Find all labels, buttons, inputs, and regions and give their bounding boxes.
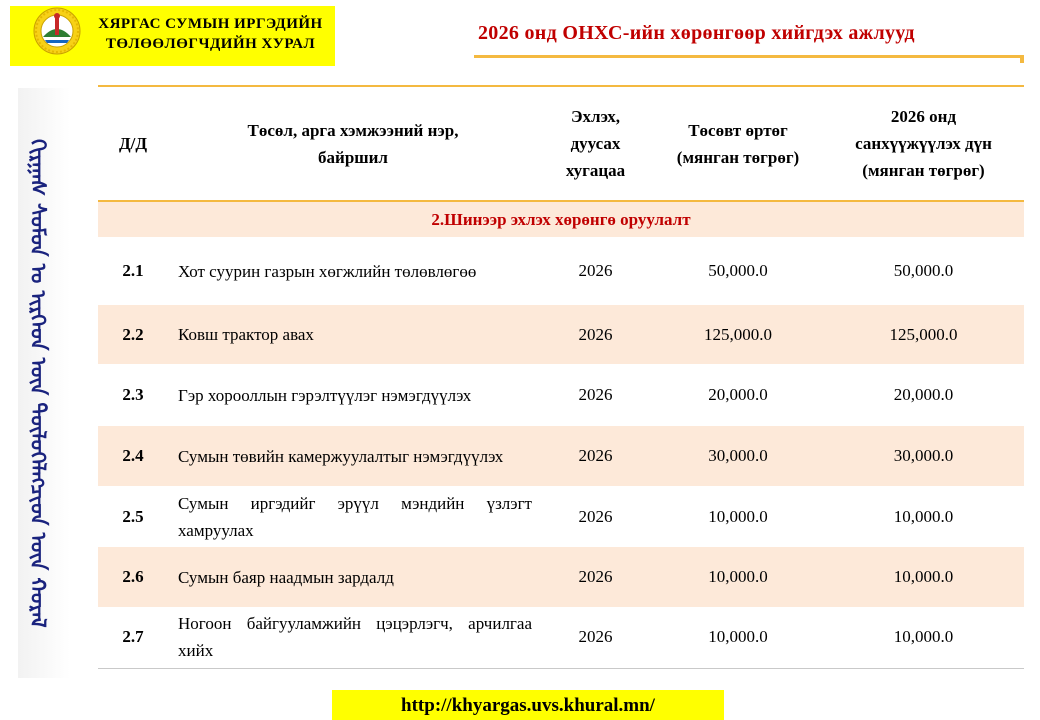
- header-period: Эхлэх, дуусах хугацаа: [565, 107, 626, 180]
- table-header-row: [98, 86, 1024, 201]
- row-year: 2026: [578, 261, 613, 280]
- row-year: 2026: [578, 567, 613, 586]
- row-year: 2026: [578, 324, 613, 344]
- row-budget: 30,000.0: [708, 446, 768, 465]
- row-year: 2026: [578, 506, 613, 526]
- org-title: [88, 14, 333, 54]
- row-funding: 10,000.0: [893, 567, 954, 586]
- row-funding: 50,000.0: [893, 261, 954, 280]
- table-row: [98, 237, 1024, 305]
- row-funding: 10,000.0: [893, 506, 954, 526]
- footer-url-link[interactable]: http://khyargas.uvs.khural.mn/: [332, 690, 724, 720]
- org-title-line1: ХЯРГАС СУМЫН ИРГЭДИЙН: [98, 16, 323, 32]
- row-funding: 20,000.0: [893, 385, 954, 404]
- row-name: Хот суурин газрын хөгжлийн төлөвлөгөө: [178, 261, 477, 281]
- title-underline: [474, 55, 1024, 58]
- row-year: 2026: [578, 446, 613, 465]
- row-name: Ковш трактор авах: [178, 325, 314, 344]
- header-name: Төсөл, арга хэмжээний нэр, байршил: [247, 120, 459, 167]
- emblem-icon: [33, 7, 81, 55]
- row-budget: 10,000.0: [708, 506, 768, 526]
- title-underline-end: [1020, 58, 1024, 63]
- vertical-script-band: [18, 88, 83, 678]
- row-name: Сумын иргэдийг эрүүл мэндийн үзлэгт хамруулах: [178, 493, 532, 540]
- vertical-script-text: ᠬᠢᠷᠭᠠᠰ ᠰᠤᠮᠤᠨ ᠤ ᠢᠷᠭᠡᠳ ᠦᠨ ᠲᠥᠯᠦᠭᠡᠯᠡᠭᠴᠢᠳ ᠦᠨ ᠬᠤᠷᠠᠯ: [26, 138, 50, 628]
- row-budget: 20,000.0: [708, 385, 768, 404]
- row-num: 2.6: [122, 567, 144, 586]
- row-budget: 50,000.0: [708, 261, 768, 280]
- table-row: [98, 305, 1024, 364]
- table-row: [98, 364, 1024, 426]
- row-budget: 10,000.0: [708, 567, 768, 586]
- row-name: Ногоон байгууламжийн цэцэрлэгч, арчилгаа хийх: [178, 614, 532, 661]
- table-row: [98, 426, 1024, 486]
- org-header-block: [10, 6, 335, 66]
- row-funding: 10,000.0: [893, 627, 954, 647]
- section-header-row: [98, 201, 1024, 237]
- header-budget: Төсөвт өртөг (мянган төгрөг): [676, 120, 800, 167]
- row-year: 2026: [578, 627, 613, 647]
- row-funding: 30,000.0: [893, 446, 954, 465]
- row-funding: 125,000.0: [889, 324, 958, 344]
- row-num: 2.3: [122, 385, 144, 404]
- row-num: 2.5: [122, 506, 144, 526]
- page-title: 2026 онд ОНХС-ийн хөрөнгөөр хийгдэх ажлууд: [478, 22, 915, 44]
- row-name: Гэр хорооллын гэрэлтүүлэг нэмэгдүүлэх: [178, 385, 472, 405]
- row-num: 2.4: [122, 446, 144, 465]
- table-row: [98, 486, 1024, 547]
- row-year: 2026: [578, 385, 613, 404]
- row-budget: 10,000.0: [708, 627, 768, 647]
- projects-table: [98, 85, 1024, 669]
- projects-table-container: [98, 85, 1024, 669]
- org-title-line2: ТӨЛӨӨЛӨГЧДИЙН ХУРАЛ: [105, 36, 316, 52]
- row-num: 2.7: [122, 627, 144, 647]
- row-name: Сумын төвийн камержуулалтыг нэмэгдүүлэх: [178, 446, 504, 466]
- header-num: Д/Д: [118, 134, 148, 153]
- row-num: 2.2: [122, 324, 144, 344]
- table-row: [98, 547, 1024, 607]
- section-title: 2.Шинээр эхлэх хөрөнгө оруулалт: [431, 209, 691, 229]
- row-budget: 125,000.0: [704, 324, 772, 344]
- row-num: 2.1: [122, 261, 144, 280]
- table-row: [98, 607, 1024, 668]
- header-funding: 2026 онд санхүүжүүлэх дүн (мянган төгрөг): [855, 107, 992, 180]
- row-name: Сумын баяр наадмын зардалд: [178, 567, 394, 587]
